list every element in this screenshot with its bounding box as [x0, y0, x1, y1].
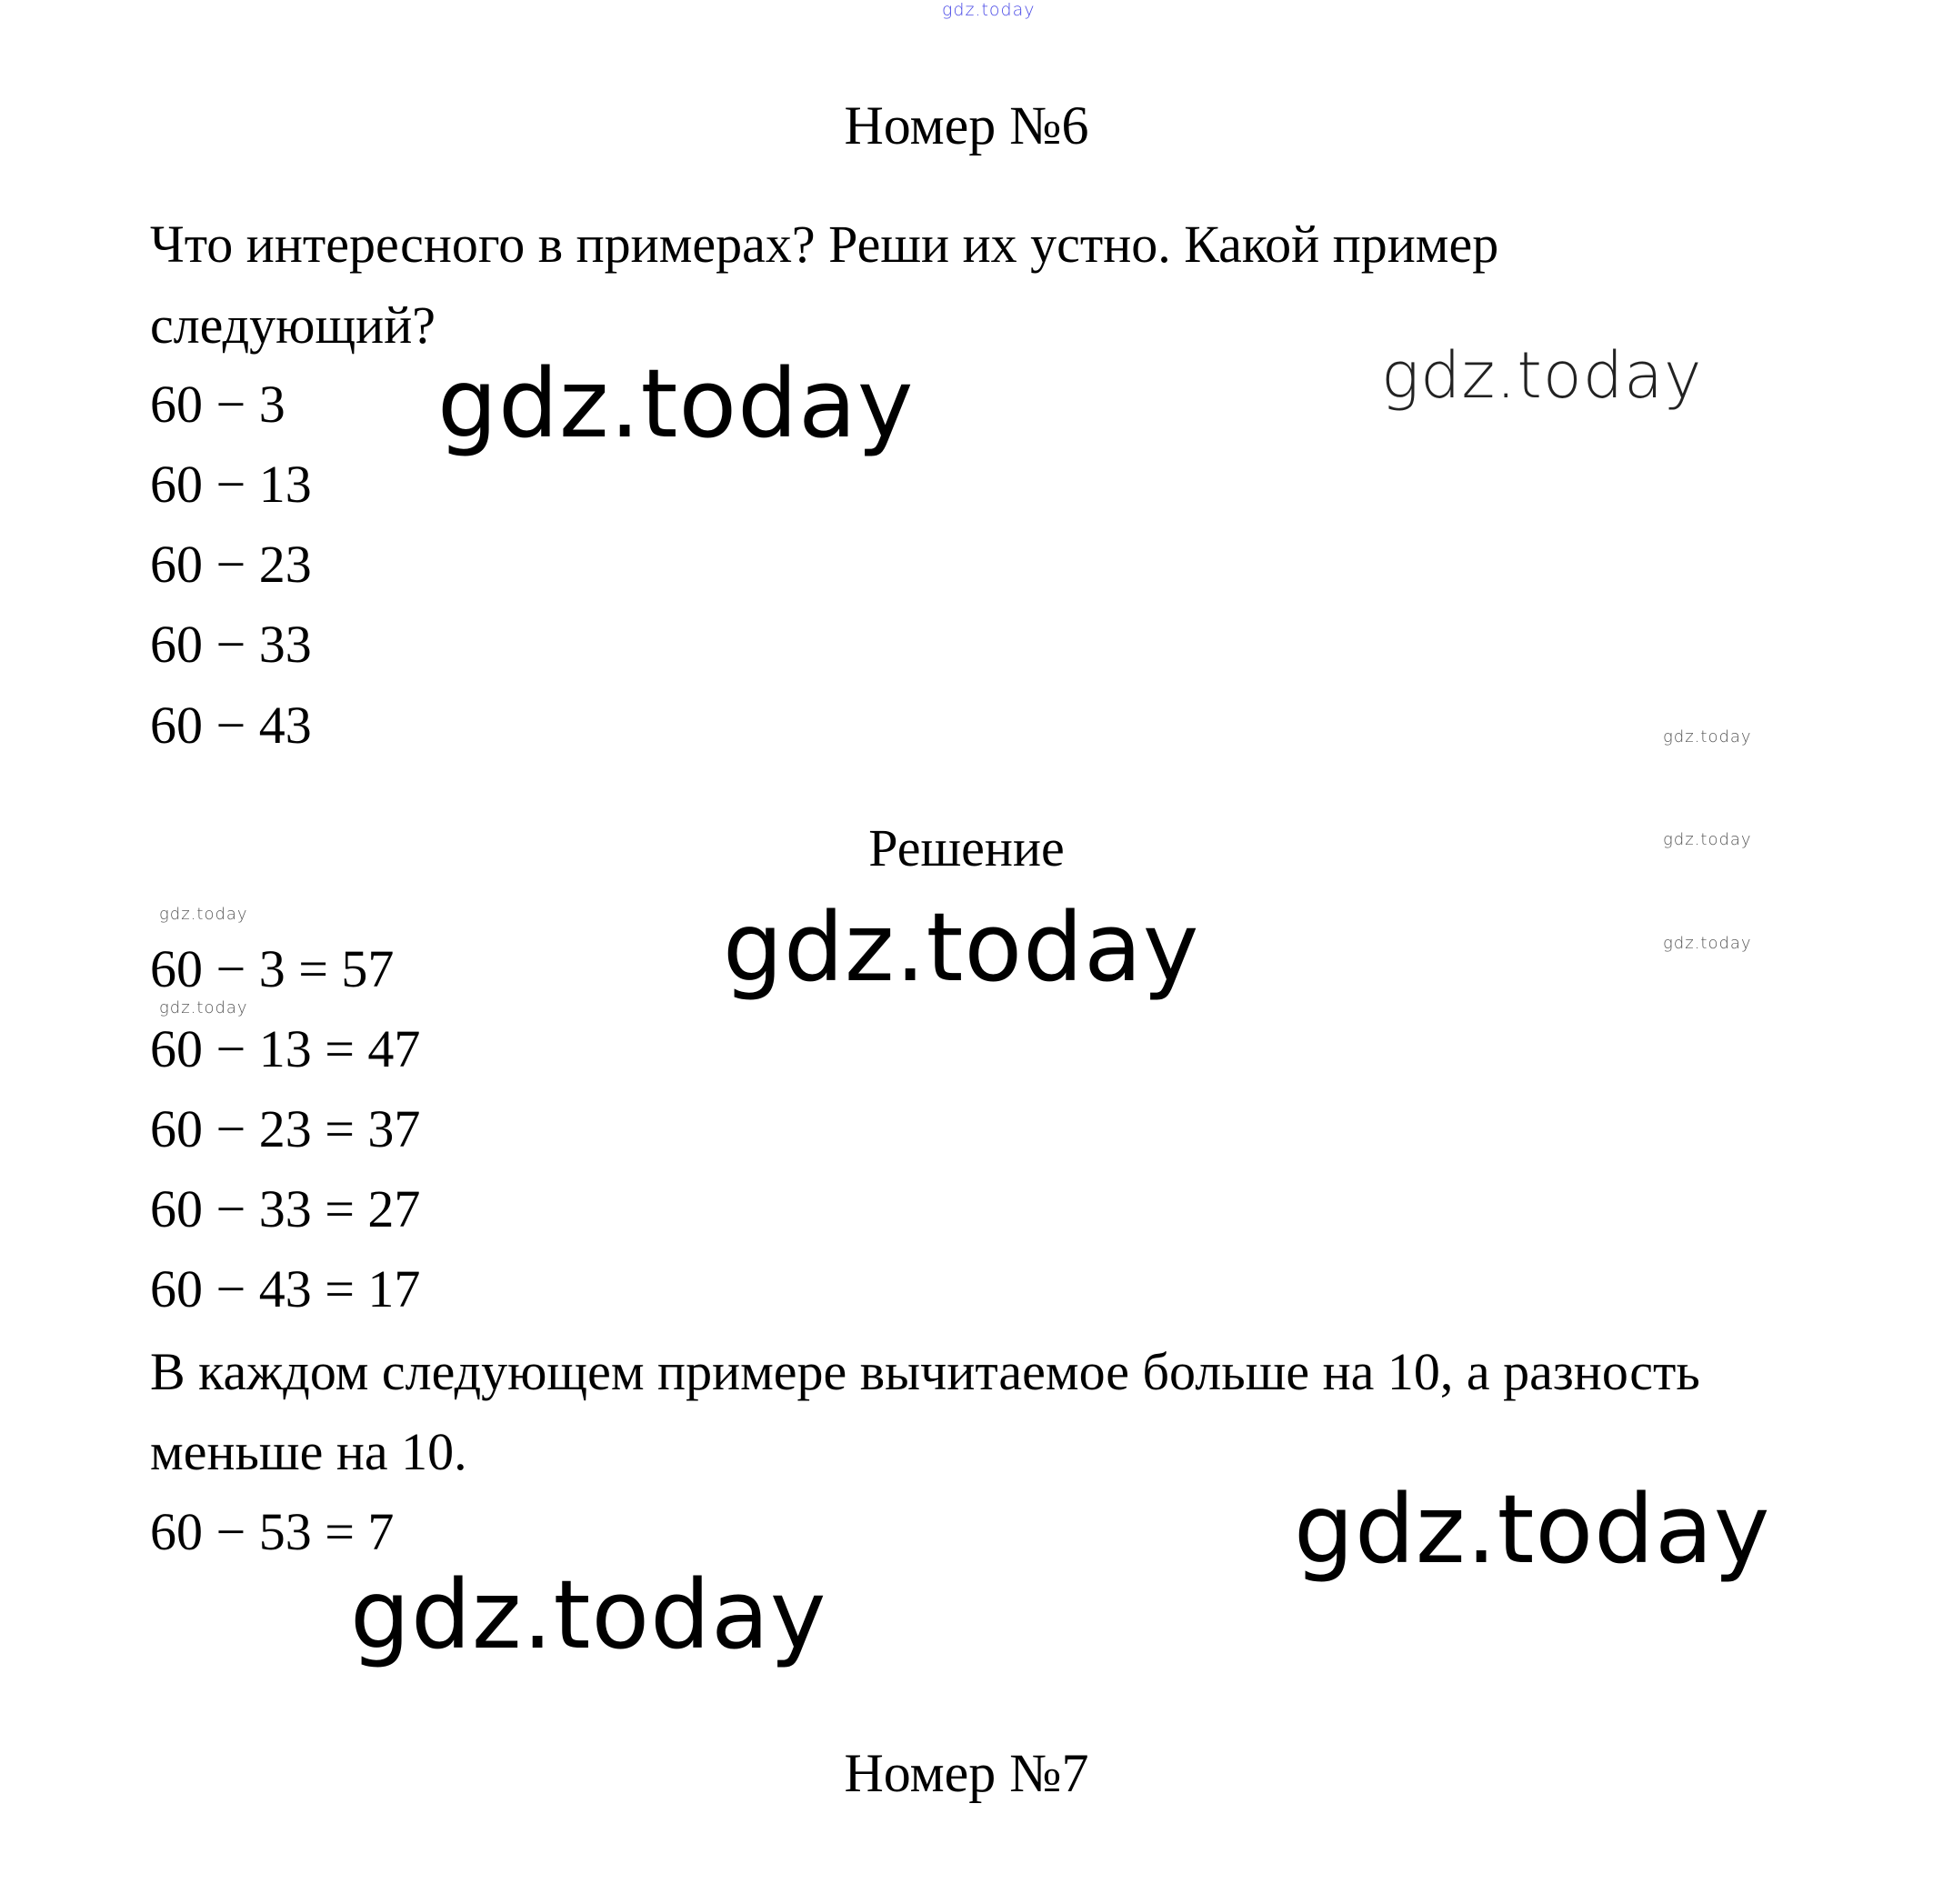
watermark: gdz.today — [437, 348, 915, 459]
watermark-small: gdz.today — [1663, 830, 1752, 849]
watermark: gdz.today — [723, 892, 1200, 1003]
watermark: gdz.today — [1294, 1474, 1771, 1585]
answer: 60 − 13 = 47 — [150, 1019, 421, 1078]
next-example: 60 − 53 = 7 — [150, 1502, 395, 1561]
example: 60 − 33 — [150, 615, 312, 674]
watermark-small: gdz.today — [159, 905, 248, 924]
answer: 60 − 33 = 27 — [150, 1179, 421, 1238]
example: 60 − 43 — [150, 696, 312, 755]
watermark: gdz.today — [350, 1559, 827, 1670]
solution-title: Решение — [868, 818, 1065, 877]
watermark-top: gdz.today — [942, 0, 1036, 20]
answer: 60 − 23 = 37 — [150, 1099, 421, 1158]
task6-title: Номер №6 — [844, 95, 1089, 155]
watermark-small: gdz.today — [159, 998, 248, 1017]
explanation-line-2: меньше на 10. — [150, 1422, 467, 1481]
watermark: gdz.today — [1381, 338, 1703, 413]
example: 60 − 13 — [150, 455, 312, 514]
question-line-2: следующий? — [150, 296, 436, 355]
answer: 60 − 3 = 57 — [150, 939, 395, 998]
example: 60 − 3 — [150, 375, 285, 434]
task7-title: Номер №7 — [844, 1743, 1089, 1803]
answer: 60 − 43 = 17 — [150, 1259, 421, 1318]
watermark-small: gdz.today — [1663, 934, 1752, 953]
watermark-small: gdz.today — [1663, 727, 1752, 747]
question-line-1: Что интересного в примерах? Реши их устно. Какой пример — [150, 215, 1499, 274]
explanation-line-1: В каждом следующем примере вычитаемое больше на 10, а разность — [150, 1342, 1700, 1401]
example: 60 − 23 — [150, 535, 312, 594]
